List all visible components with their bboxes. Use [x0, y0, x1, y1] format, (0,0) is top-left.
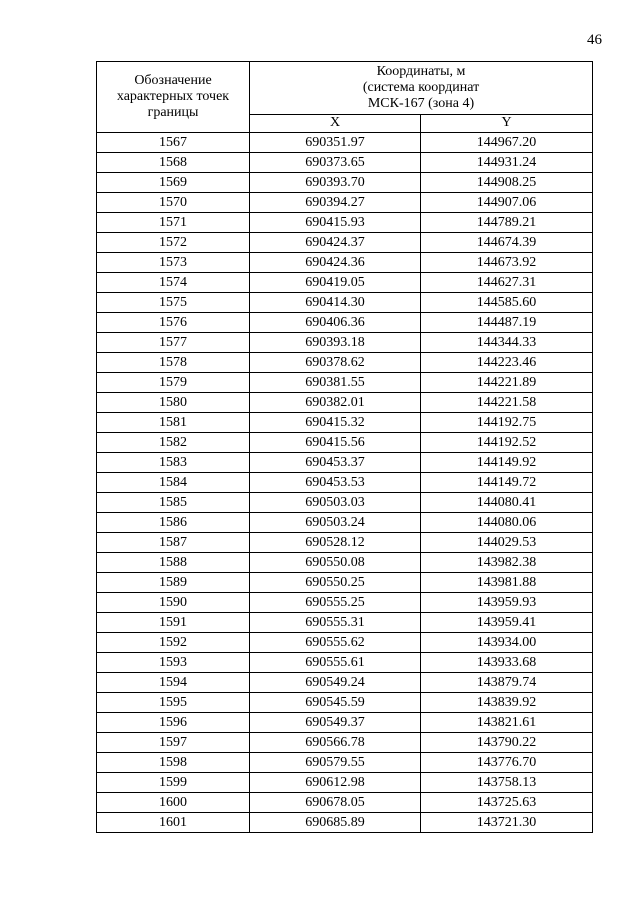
x-coordinate-cell: 690503.24	[250, 513, 421, 533]
table-row	[97, 513, 593, 533]
y-coordinate-cell: 144080.06	[421, 513, 593, 533]
table-row	[97, 133, 593, 153]
table-row	[97, 453, 593, 473]
table-body	[97, 133, 593, 833]
y-coordinate-cell: 143721.30	[421, 813, 593, 833]
table-row	[97, 353, 593, 373]
x-coordinate-cell: 690424.37	[250, 233, 421, 253]
y-coordinate-cell: 144789.21	[421, 213, 593, 233]
y-coordinate-cell: 144080.41	[421, 493, 593, 513]
point-id-cell: 1573	[97, 253, 250, 273]
x-coordinate-cell: 690528.12	[250, 533, 421, 553]
point-id-cell: 1582	[97, 433, 250, 453]
table-row	[97, 413, 593, 433]
table-row	[97, 673, 593, 693]
table-row	[97, 253, 593, 273]
point-id-cell: 1592	[97, 633, 250, 653]
x-coordinate-cell: 690424.36	[250, 253, 421, 273]
y-coordinate-cell: 144221.89	[421, 373, 593, 393]
table-row	[97, 233, 593, 253]
y-coordinate-cell: 143959.41	[421, 613, 593, 633]
coordinates-table	[96, 61, 593, 833]
x-coordinate-cell: 690545.59	[250, 693, 421, 713]
y-coordinate-cell: 144908.25	[421, 173, 593, 193]
table-row	[97, 553, 593, 573]
point-designation-label: Обозначение характерных точек границы	[116, 73, 230, 120]
x-coordinate-cell: 690453.37	[250, 453, 421, 473]
table-row	[97, 753, 593, 773]
point-id-cell: 1581	[97, 413, 250, 433]
table-row	[97, 653, 593, 673]
coordinates-header-line-3: МСК-167 (зона 4)	[367, 95, 475, 111]
x-column-header: X	[250, 114, 421, 132]
point-id-cell: 1579	[97, 373, 250, 393]
x-coordinate-cell: 690378.62	[250, 353, 421, 373]
point-id-cell: 1591	[97, 613, 250, 633]
x-coordinate-cell: 690549.37	[250, 713, 421, 733]
point-id-cell: 1593	[97, 653, 250, 673]
coordinates-header-line-2: (система координат	[362, 79, 480, 95]
point-id-cell: 1570	[97, 193, 250, 213]
x-coordinate-cell: 690415.32	[250, 413, 421, 433]
table-row	[97, 573, 593, 593]
y-coordinate-cell: 143821.61	[421, 713, 593, 733]
table-row	[97, 213, 593, 233]
x-coordinate-cell: 690382.01	[250, 393, 421, 413]
point-id-cell: 1584	[97, 473, 250, 493]
table-header	[97, 62, 593, 133]
x-coordinate-cell: 690414.30	[250, 293, 421, 313]
y-coordinate-cell: 144931.24	[421, 153, 593, 173]
x-coordinate-cell: 690393.70	[250, 173, 421, 193]
y-coordinate-cell: 143879.74	[421, 673, 593, 693]
x-coordinate-cell: 690394.27	[250, 193, 421, 213]
page-number: 46	[587, 32, 602, 48]
point-id-cell: 1574	[97, 273, 250, 293]
table-row	[97, 613, 593, 633]
point-id-cell: 1599	[97, 773, 250, 793]
y-coordinate-cell: 144585.60	[421, 293, 593, 313]
x-coordinate-cell: 690550.08	[250, 553, 421, 573]
y-coordinate-cell: 143776.70	[421, 753, 593, 773]
x-coordinate-cell: 690550.25	[250, 573, 421, 593]
point-id-cell: 1567	[97, 133, 250, 153]
table-row	[97, 773, 593, 793]
point-id-cell: 1576	[97, 313, 250, 333]
point-id-cell: 1590	[97, 593, 250, 613]
table-row	[97, 593, 593, 613]
point-id-cell: 1575	[97, 293, 250, 313]
table-row	[97, 293, 593, 313]
x-coordinate-cell: 690415.93	[250, 213, 421, 233]
y-coordinate-cell: 143758.13	[421, 773, 593, 793]
x-coordinate-cell: 690381.55	[250, 373, 421, 393]
y-column-header: Y	[421, 114, 593, 132]
point-id-cell: 1587	[97, 533, 250, 553]
y-coordinate-cell: 144487.19	[421, 313, 593, 333]
y-coordinate-cell: 143981.88	[421, 573, 593, 593]
point-id-cell: 1578	[97, 353, 250, 373]
x-coordinate-cell: 690393.18	[250, 333, 421, 353]
table-row	[97, 533, 593, 553]
point-designation-header	[97, 62, 250, 133]
table-row	[97, 813, 593, 833]
table-row	[97, 693, 593, 713]
y-coordinate-cell: 144192.52	[421, 433, 593, 453]
point-id-cell: 1571	[97, 213, 250, 233]
point-id-cell: 1585	[97, 493, 250, 513]
coordinates-header	[250, 62, 593, 115]
table-row	[97, 633, 593, 653]
x-coordinate-cell: 690555.62	[250, 633, 421, 653]
table-row	[97, 373, 593, 393]
table-row	[97, 393, 593, 413]
x-coordinate-cell: 690678.05	[250, 793, 421, 813]
y-coordinate-cell: 144627.31	[421, 273, 593, 293]
point-id-cell: 1597	[97, 733, 250, 753]
table-row	[97, 153, 593, 173]
table-row	[97, 313, 593, 333]
table-row	[97, 493, 593, 513]
y-coordinate-cell: 144149.72	[421, 473, 593, 493]
y-coordinate-cell: 144192.75	[421, 413, 593, 433]
y-coordinate-cell: 144673.92	[421, 253, 593, 273]
x-coordinate-cell: 690549.24	[250, 673, 421, 693]
point-id-cell: 1596	[97, 713, 250, 733]
y-coordinate-cell: 144674.39	[421, 233, 593, 253]
x-coordinate-cell: 690419.05	[250, 273, 421, 293]
x-coordinate-cell: 690555.61	[250, 653, 421, 673]
x-coordinate-cell: 690373.65	[250, 153, 421, 173]
x-coordinate-cell: 690685.89	[250, 813, 421, 833]
table-row	[97, 733, 593, 753]
y-coordinate-cell: 144967.20	[421, 133, 593, 153]
y-coordinate-cell: 144344.33	[421, 333, 593, 353]
y-coordinate-cell: 143934.00	[421, 633, 593, 653]
table-row	[97, 333, 593, 353]
y-coordinate-cell: 143933.68	[421, 653, 593, 673]
y-coordinate-cell: 144221.58	[421, 393, 593, 413]
y-coordinate-cell: 144907.06	[421, 193, 593, 213]
coordinates-header-line-1: Координаты, м	[376, 63, 466, 79]
point-id-cell: 1569	[97, 173, 250, 193]
table-row	[97, 713, 593, 733]
y-coordinate-cell: 144029.53	[421, 533, 593, 553]
point-id-cell: 1601	[97, 813, 250, 833]
x-coordinate-cell: 690612.98	[250, 773, 421, 793]
point-id-cell: 1583	[97, 453, 250, 473]
table-row	[97, 193, 593, 213]
y-coordinate-cell: 143839.92	[421, 693, 593, 713]
x-coordinate-cell: 690579.55	[250, 753, 421, 773]
x-coordinate-cell: 690453.53	[250, 473, 421, 493]
point-id-cell: 1577	[97, 333, 250, 353]
x-coordinate-cell: 690415.56	[250, 433, 421, 453]
x-coordinate-cell: 690555.25	[250, 593, 421, 613]
table-row	[97, 273, 593, 293]
point-id-cell: 1598	[97, 753, 250, 773]
y-coordinate-cell: 144149.92	[421, 453, 593, 473]
y-coordinate-cell: 144223.46	[421, 353, 593, 373]
x-coordinate-cell: 690351.97	[250, 133, 421, 153]
y-coordinate-cell: 143959.93	[421, 593, 593, 613]
point-id-cell: 1586	[97, 513, 250, 533]
y-coordinate-cell: 143982.38	[421, 553, 593, 573]
point-id-cell: 1589	[97, 573, 250, 593]
table-row	[97, 433, 593, 453]
point-id-cell: 1588	[97, 553, 250, 573]
point-id-cell: 1568	[97, 153, 250, 173]
x-coordinate-cell: 690503.03	[250, 493, 421, 513]
x-coordinate-cell: 690566.78	[250, 733, 421, 753]
x-coordinate-cell: 690555.31	[250, 613, 421, 633]
point-id-cell: 1572	[97, 233, 250, 253]
point-id-cell: 1595	[97, 693, 250, 713]
table-row	[97, 173, 593, 193]
x-coordinate-cell: 690406.36	[250, 313, 421, 333]
point-id-cell: 1594	[97, 673, 250, 693]
y-coordinate-cell: 143725.63	[421, 793, 593, 813]
y-coordinate-cell: 143790.22	[421, 733, 593, 753]
table-row	[97, 473, 593, 493]
point-id-cell: 1580	[97, 393, 250, 413]
point-id-cell: 1600	[97, 793, 250, 813]
table-row	[97, 793, 593, 813]
